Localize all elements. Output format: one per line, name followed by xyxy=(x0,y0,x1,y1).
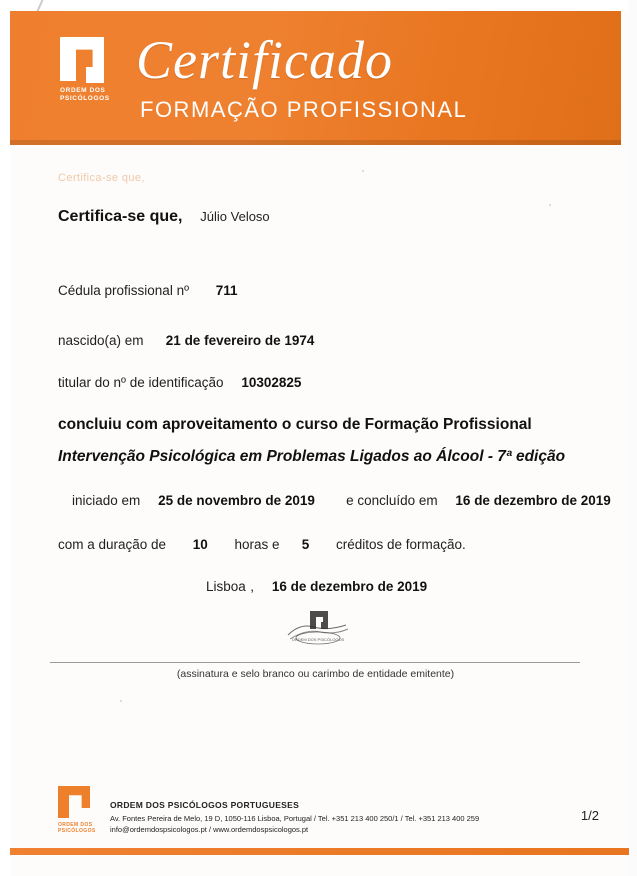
ordem-psicologos-mark-icon xyxy=(60,37,104,81)
footer-address-line-1: Av. Fontes Pereira de Melo, 19 D, 1050-116 Lisboa, Portugal / Tel. +351 213 400 250/1 / Tel. +351 213 400 259 xyxy=(110,814,480,823)
footer-logo-words: ORDEM DOS PSICÓLOGOS xyxy=(58,822,96,834)
page-number: 1/2 xyxy=(580,808,599,823)
identification-row xyxy=(58,374,301,392)
course-dates-row xyxy=(72,492,611,510)
start-date-label: iniciado em xyxy=(72,493,141,508)
credits-value: 5 xyxy=(301,537,310,552)
birthdate-row xyxy=(58,332,314,350)
page-title: Certificado xyxy=(136,30,393,90)
certifies-row xyxy=(58,208,270,226)
duration-value: 10 xyxy=(192,537,208,552)
footer-address xyxy=(110,813,479,835)
completion-text: concluiu com aproveitamento o curso de Formação Profissional xyxy=(58,416,532,433)
header-logo xyxy=(60,37,120,133)
scan-edge-right xyxy=(629,0,637,876)
footer-organization-name: ORDEM DOS PSICÓLOGOS PORTUGUESES xyxy=(110,800,300,810)
place-date-row xyxy=(206,578,427,596)
scan-speck xyxy=(549,204,551,206)
scan-speck xyxy=(362,170,364,172)
start-date-value: 25 de novembro de 2019 xyxy=(158,493,315,508)
cedula-row xyxy=(58,282,237,300)
footer-logo xyxy=(58,786,102,848)
duration-row xyxy=(58,536,466,554)
certificate-footer xyxy=(10,780,629,866)
signature-line xyxy=(50,662,580,663)
credits-label: créditos de formação. xyxy=(335,537,466,552)
scan-edge-top xyxy=(0,0,637,11)
issue-date-value: 16 de dezembro de 2019 xyxy=(271,579,428,594)
footer-address-line-2: info@ordemdospsicologos.pt / www.ordemdospsicologos.pt xyxy=(110,825,309,834)
ordem-psicologos-footer-mark-icon xyxy=(58,786,90,818)
end-date-value: 16 de dezembro de 2019 xyxy=(455,493,611,508)
cedula-value: 711 xyxy=(215,283,238,298)
duration-label: com a duração de xyxy=(58,537,167,552)
course-title-row xyxy=(58,448,565,466)
recipient-name: Júlio Veloso xyxy=(200,209,270,224)
hours-label: horas e xyxy=(234,537,280,552)
certificate-header-banner xyxy=(10,11,621,145)
certifies-label: Certifica-se que, xyxy=(58,208,183,225)
footer-orange-rule xyxy=(10,848,629,855)
birthdate-label: nascido(a) em xyxy=(58,333,144,348)
svg-text:ORDEM DOS PSICÓLOGOS: ORDEM DOS PSICÓLOGOS xyxy=(291,637,345,642)
page-subtitle: FORMAÇÃO PROFISSIONAL xyxy=(140,97,468,122)
scan-speck xyxy=(120,700,122,702)
place-value: Lisboa xyxy=(206,579,246,594)
birthdate-value: 21 de fevereiro de 1974 xyxy=(165,333,315,348)
official-seal-icon xyxy=(280,605,358,651)
scan-edge-left xyxy=(0,0,10,876)
cedula-label: Cédula profissional nº xyxy=(58,283,190,298)
header-logo-words: ORDEM DOS PSICÓLOGOS xyxy=(60,87,110,102)
signature-caption: (assinatura e selo branco ou carimbo de entidade emitente) xyxy=(176,668,455,680)
completion-line xyxy=(58,416,532,434)
course-title: Intervenção Psicológica em Problemas Ligados ao Álcool - 7ª edição xyxy=(58,448,566,465)
place-date-separator: , xyxy=(250,579,255,594)
end-date-label: e concluído em xyxy=(346,493,438,508)
identification-value: 10302825 xyxy=(241,375,302,390)
certificate-body xyxy=(10,150,621,770)
identification-label: titular do nº de identificação xyxy=(58,375,224,390)
bleed-through-text: Certifica-se que, xyxy=(58,172,145,184)
